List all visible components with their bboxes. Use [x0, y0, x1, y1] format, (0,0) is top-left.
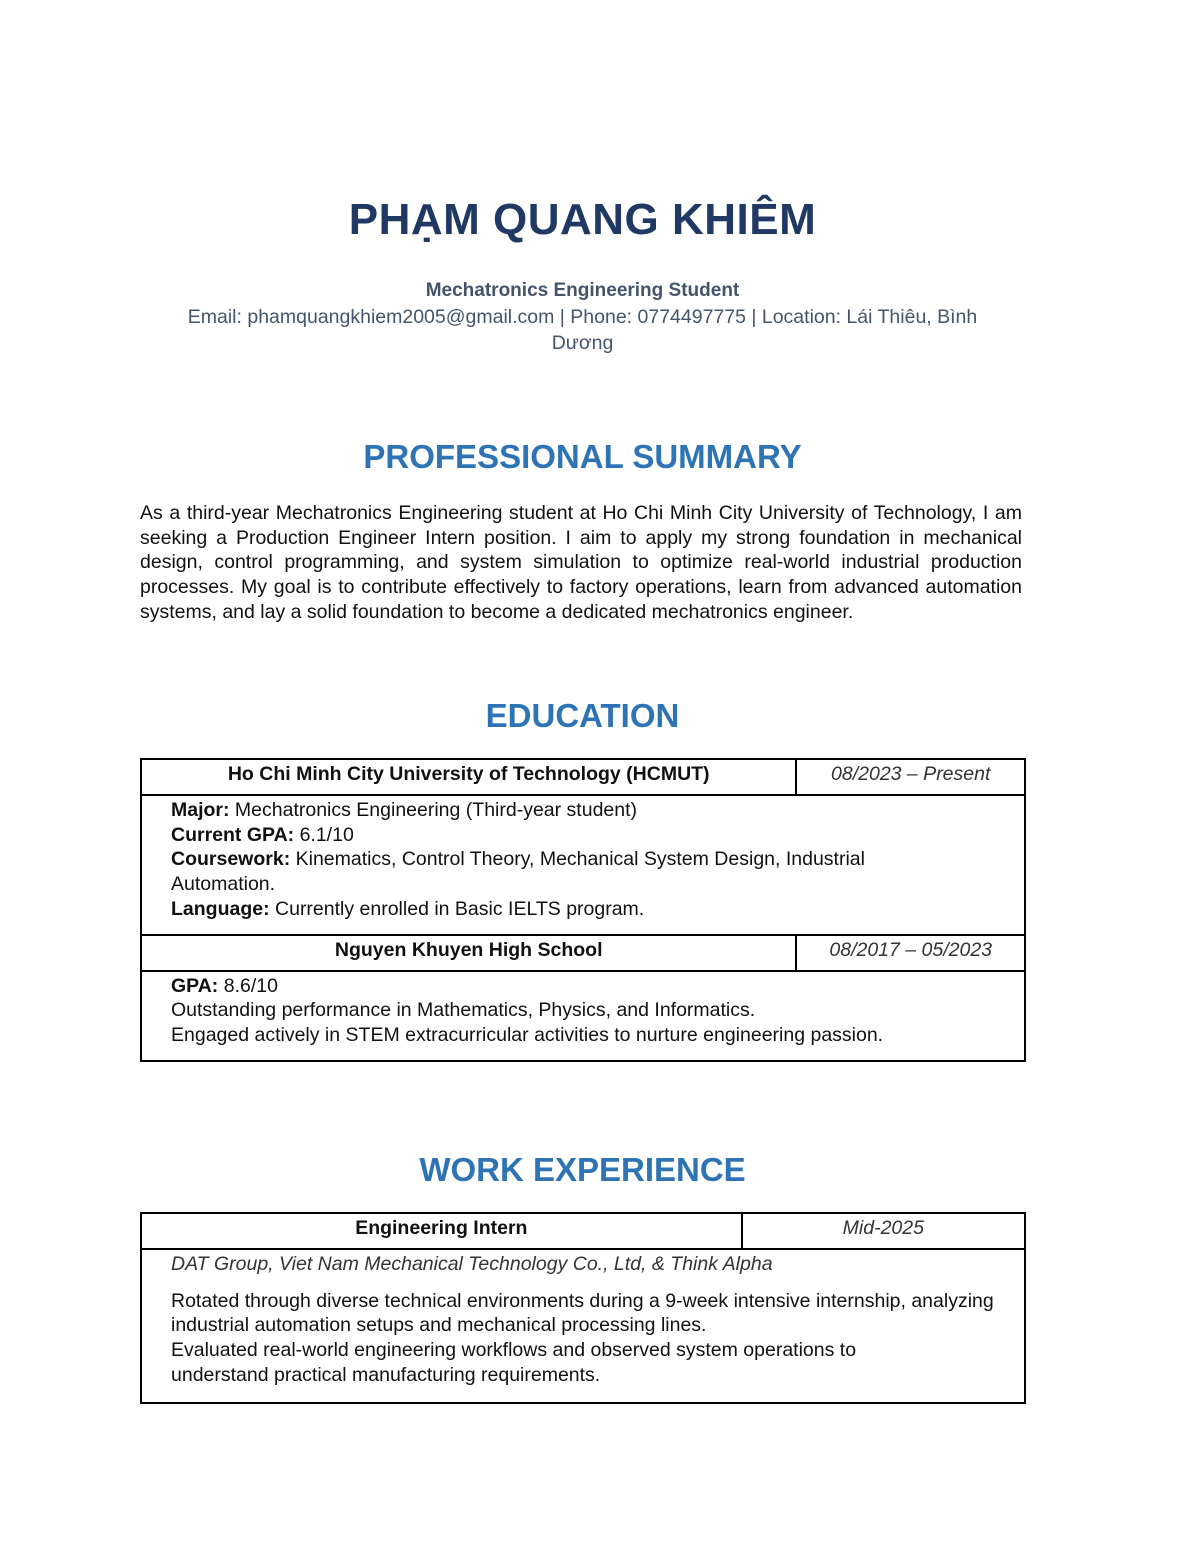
major-label: Major: [171, 799, 230, 821]
contact-info [140, 304, 1025, 356]
gpa-value: 8.6/10 [218, 974, 278, 997]
candidate-title: Mechatronics Engineering Student [425, 280, 740, 301]
company-names: DAT Group, Viet Nam Mechanical Technology Co., Ltd, & Think Alpha [171, 1253, 773, 1275]
institution-name: Nguyen Khuyen High School [141, 935, 796, 971]
language-line [171, 897, 1014, 922]
gpa-label: Current GPA: [171, 823, 295, 846]
experience-details [141, 1249, 1025, 1403]
contact-line: Email: phamquangkhiem2005@gmail.com | Phone: 0774497775 | Location: Lái Thiêu, Bình [187, 306, 978, 328]
education-details [141, 971, 1025, 1061]
education-dates: 08/2017 – 05/2023 [796, 935, 1025, 971]
gpa-value: 6.1/10 [294, 823, 354, 846]
gpa-line [171, 823, 1014, 848]
gpa-line [171, 974, 1014, 999]
language-value: Currently enrolled in Basic IELTS program. [269, 897, 645, 920]
job-role: Engineering Intern [141, 1213, 742, 1249]
education-entry-header [141, 759, 1025, 795]
summary-paragraph: As a third-year Mechatronics Engineering student at Ho Chi Minh City University of Technology, I am seeking a Production Engineer Intern position. I aim to apply my strong foundation in mechanical design, control programming, and system simulation to optimize real-world industrial production processes. My goal is to contribute effectively to factory operations, learn from advanced automation systems, and lay a solid foundation to become a dedicated mechatronics engineer. [140, 502, 1022, 623]
activity-line: Engaged actively in STEM extracurricular activities to nurture engineering passion. [171, 1023, 884, 1046]
experience-entry-header [141, 1213, 1025, 1249]
candidate-name: PHẠM QUANG KHIÊM [348, 195, 817, 244]
experience-line: Evaluated real-world engineering workflows and observed system operations to understand practical manufacturing requirements. [171, 1339, 857, 1386]
education-entry-details [141, 795, 1025, 935]
major-value: Mechatronics Engineering (Third-year student) [229, 799, 638, 821]
education-dates: 08/2023 – Present [796, 759, 1025, 795]
summary-heading: PROFESSIONAL SUMMARY [363, 438, 802, 475]
achievement-line: Outstanding performance in Mathematics, Physics, and Informatics. [171, 999, 756, 1022]
coursework-value: Kinematics, Control Theory, Mechanical System Design, Industrial Automation. [171, 848, 865, 896]
coursework-label: Coursework: [171, 848, 291, 871]
education-heading: EDUCATION [485, 697, 680, 734]
education-table [140, 758, 1026, 1062]
contact-line-continued: Dương [551, 332, 614, 354]
education-entry-header [141, 935, 1025, 971]
coursework-line [171, 847, 1014, 896]
major-line [171, 798, 1014, 823]
job-dates: Mid-2025 [742, 1213, 1025, 1249]
experience-entry-details [141, 1249, 1025, 1403]
education-entry-details [141, 971, 1025, 1061]
experience-table [140, 1212, 1026, 1404]
language-label: Language: [171, 897, 270, 920]
experience-heading: WORK EXPERIENCE [419, 1151, 746, 1188]
education-details [141, 795, 1025, 935]
experience-line: Rotated through diverse technical environments during a 9-week intensive internship, analyzing industrial automation setups and mechanical processing lines. [171, 1289, 994, 1337]
gpa-label: GPA: [171, 974, 219, 997]
institution-name: Ho Chi Minh City University of Technology (HCMUT) [141, 759, 796, 795]
